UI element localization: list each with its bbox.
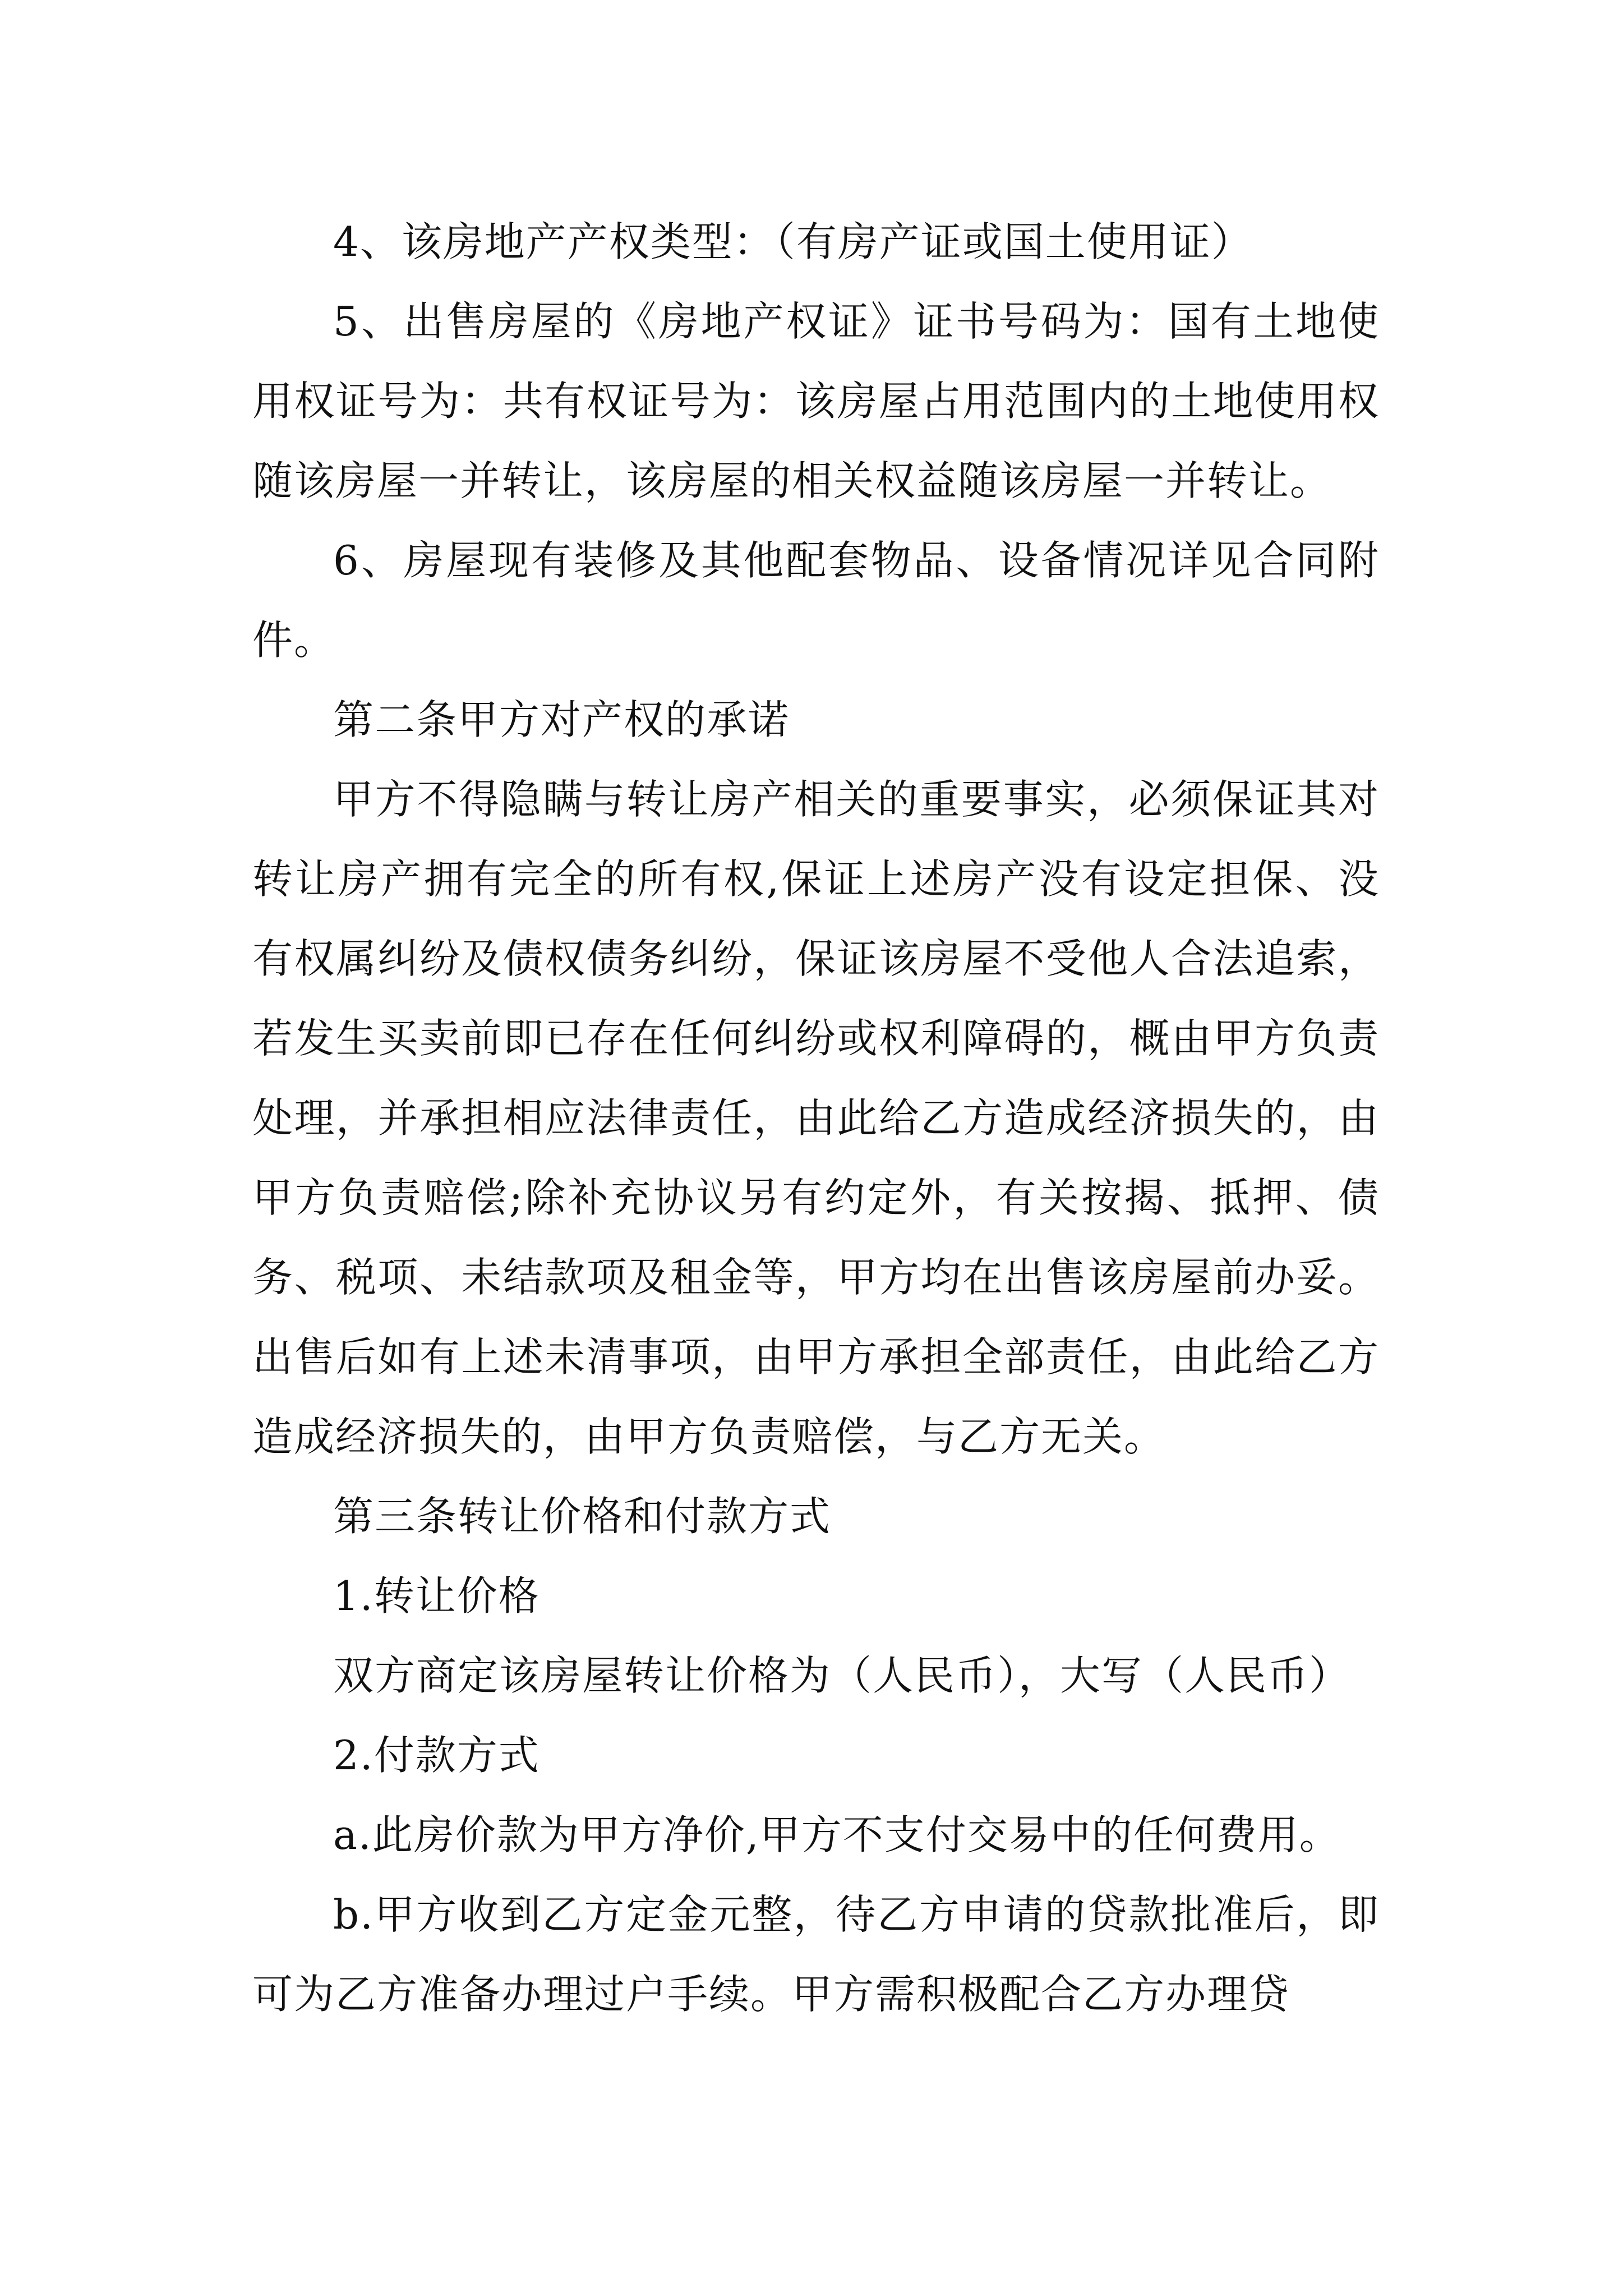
paragraph-payment-item-b: b.甲方收到乙方定金元整，待乙方申请的贷款批准后，即可为乙方准备办理过户手续。甲方需积极配合乙方办理贷 [252,1891,1380,2018]
paragraph-price-agreement: 双方商定该房屋转让价格为（人民币），大写（人民币） [333,1652,1351,1699]
paragraph-certificate-number: 5、出售房屋的《房地产权证》证书号码为：国有土地使用权证号为：共有权证号为：该房屋占用范围内的土地使用权随该房屋一并转让，该房屋的相关权益随该房屋一并转让。 [252,298,1380,504]
paragraph-decoration-attachments: 6、房屋现有装修及其他配套物品、设备情况详见合同附件。 [252,537,1380,664]
document-body [252,202,1380,2034]
paragraph-property-type: 4、该房地产产权类型：（有房产证或国土使用证） [333,218,1253,265]
paragraph-payment-item-a: a.此房价款为甲方净价,甲方不支付交易中的任何费用。 [333,1811,1341,1858]
section-heading-article-3: 第三条转让价格和付款方式 [333,1493,832,1540]
section-heading-article-2: 第二条甲方对产权的承诺 [333,696,790,743]
subheading-transfer-price: 1.转让价格 [333,1572,540,1619]
paragraph-seller-commitment: 甲方不得隐瞒与转让房产相关的重要事实，必须保证其对转让房产拥有完全的所有权,保证上述房产没有设定担保、没有权属纠纷及债权债务纠纷，保证该房屋不受他人合法追索，若发生买卖前即已存在任何纠纷或权利障碍的，概由甲方负责处理，并承担相应法律责任，由此给乙方造成经济损失的，由甲方负责赔偿;除补充协议另有约定外，有关按揭、抵押、债务、税项、未结款项及租金等，甲方均在出售该房屋前办妥。出售后如有上述未清事项，由甲方承担全部责任，由此给乙方造成经济损失的，由甲方负责赔偿，与乙方无关。 [252,776,1380,1460]
subheading-payment-method: 2.付款方式 [333,1732,540,1779]
